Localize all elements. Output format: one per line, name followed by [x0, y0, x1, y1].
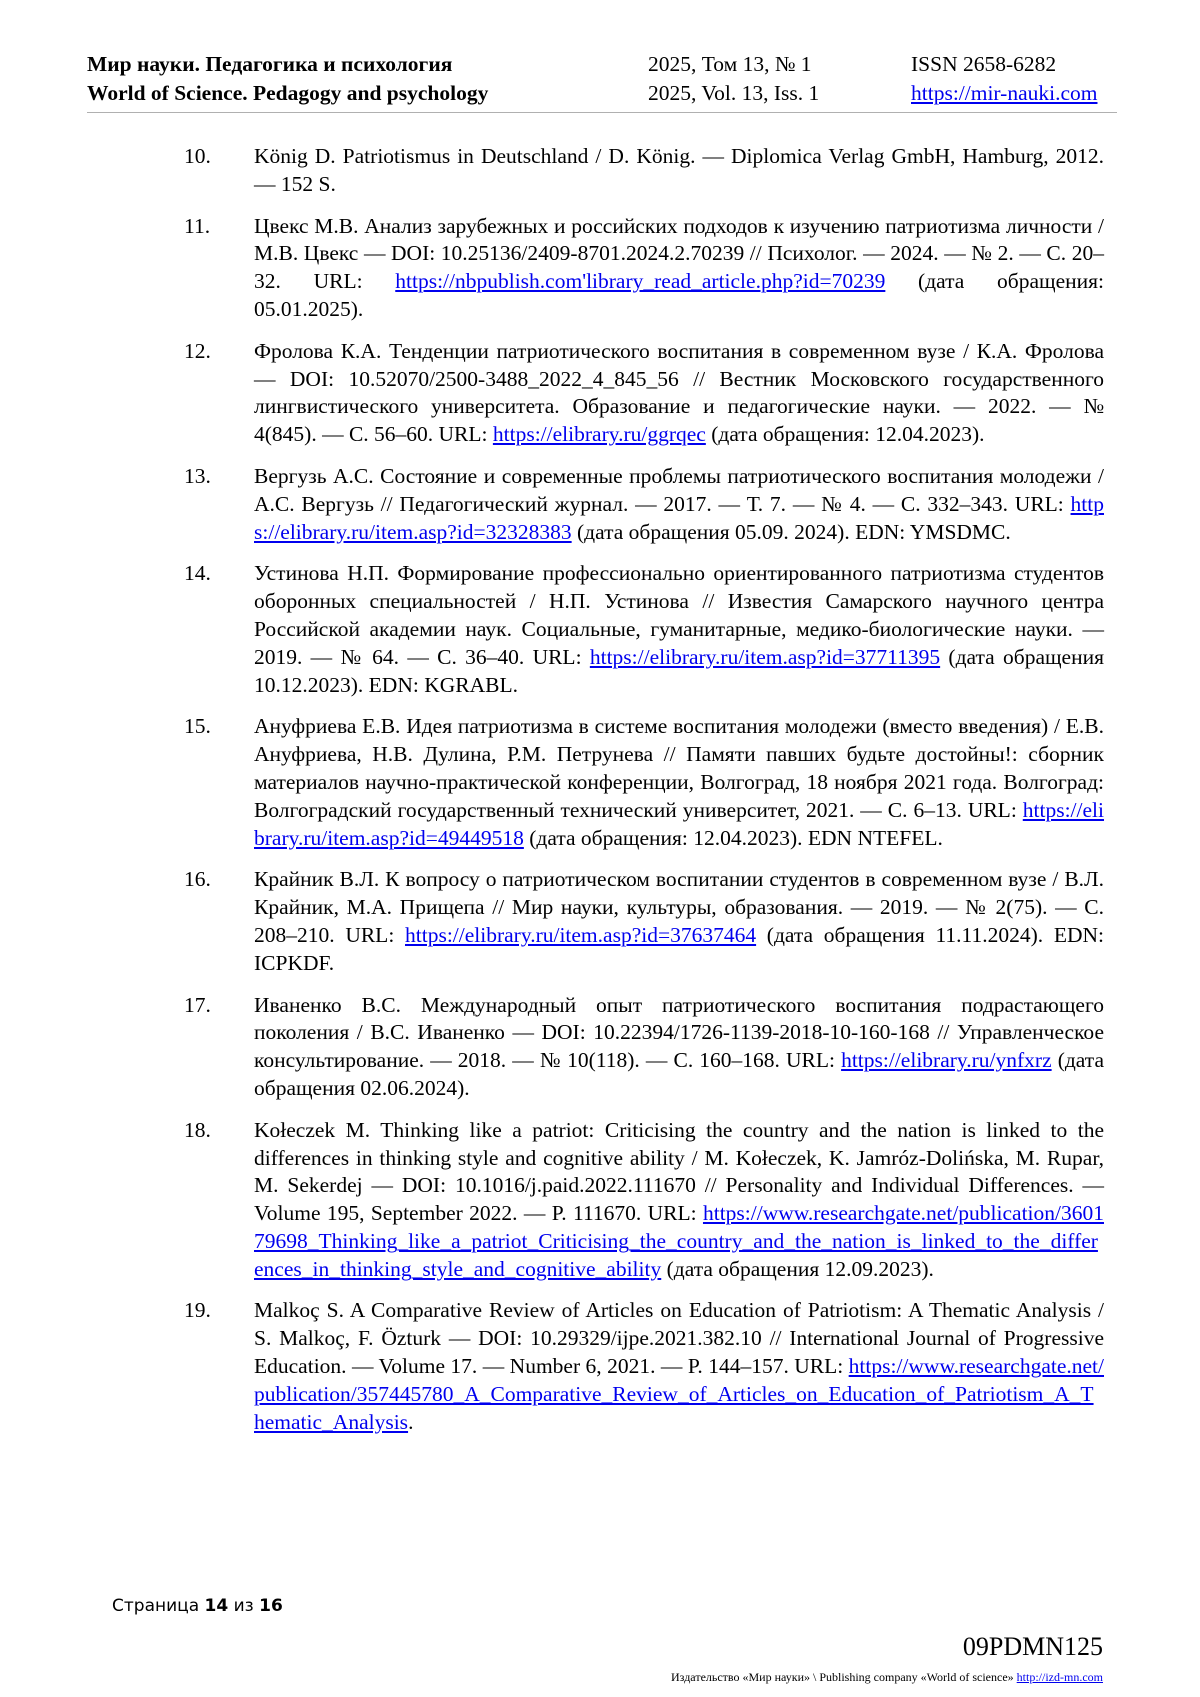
issue-ru: 2025, Том 13, № 1 [648, 52, 812, 76]
reference-item [184, 1117, 1104, 1284]
reference-item [184, 143, 1104, 199]
reference-text [254, 338, 1104, 449]
reference-body: Фролова К.А. Тенденции патриотического воспитания в современном вузе / К.А. Фролова — DOI: 10.52070/2500-3488_2022_4_845_56 // Вестник Московского государственного лингвистического университета. Образование и педагогические науки. — 2022. — № 4(845). — С. 56–60. URL: [254, 338, 1104, 447]
reference-number: 12. [184, 338, 211, 363]
page-label: Страница [112, 1596, 200, 1616]
reference-link[interactable]: https://elibrary.ru/item.asp?id=32328383 [254, 491, 1104, 544]
header-divider [87, 112, 1117, 113]
reference-number: 17. [184, 992, 211, 1017]
reference-tail: (дата обращения: 12.04.2023). [705, 422, 985, 447]
reference-link[interactable]: https://elibrary.ru/ggrqec [492, 422, 706, 447]
reference-body: Крайник В.Л. К вопросу о патриотическом воспитании студентов в современном вузе / В.Л. Крайник, М.А. Прищепа // Мир науки, культуры, образования. — 2019. — № 2(75). — С. 208–210. URL: [254, 867, 1104, 947]
reference-text [254, 213, 1104, 324]
reference-link[interactable]: https://www.researchgate.net/publication/360179698_Thinking_like_a_patriot_Criticising_the_country_and_the_nation_is_linked_to_the_differences_in_thinking_style_and_cognitive_ability [254, 1201, 1104, 1281]
reference-text [254, 713, 1104, 852]
reference-item [184, 713, 1104, 852]
reference-item [184, 463, 1104, 546]
reference-text [254, 866, 1104, 977]
journal-title [87, 50, 488, 108]
reference-link[interactable]: https://elibrary.ru/item.asp?id=37711395 [589, 644, 941, 669]
reference-number: 19. [184, 1298, 211, 1323]
reference-text [254, 463, 1104, 546]
page-current: 14 [204, 1596, 229, 1616]
reference-number: 10. [184, 144, 211, 168]
reference-tail: (дата обращения 12.09.2023). [661, 1256, 934, 1281]
reference-item [184, 992, 1104, 1103]
reference-body: Устинова Н.П. Формирование профессионально ориентированного патриотизма студентов оборонных специальностей / Н.П. Устинова // Известия Самарского научного центра Российской академии наук. Социальные, гуманитарные, медико-биологические науки. — 2019. — № 64. — С. 36–40. URL: [254, 561, 1104, 669]
publisher-link[interactable]: http://izd-mn.com [1016, 1670, 1103, 1684]
reference-body: Цвекс М.В. Анализ зарубежных и российских подходов к изучению патриотизма личности / М.В. Цвекс — DOI: 10.25136/2409-8701.2024.2.70239 // Психолог. — 2024. — № 2. — С. 20–32. URL: [254, 213, 1104, 294]
reference-item [184, 560, 1104, 699]
reference-body: Иваненко В.С. Международный опыт патриотического воспитания подрастающего поколения / В.С. Иваненко — DOI: 10.22394/1726-1139-2018-10-160-168 // Управленческое консультирование. — 2018. — № 10(118). — С. 160–168. URL: [254, 992, 1104, 1073]
reference-body: Malkoç S. A Comparative Review of Articles on Education of Patriotism: A Thematic Analysis / S. Malkoç, F. Özturk — DOI: 10.29329/ijpe.2021.382.10 // International Journal of Progressive Education. — Volume 17. — Number 6, 2021. — P. 144–157. URL: [254, 1298, 1104, 1379]
journal-title-en: World of Science. Pedagogy and psychology [87, 81, 489, 105]
page-counter [112, 1596, 283, 1616]
reference-body: Kołeczek M. Thinking like a patriot: Criticising the country and the nation is linked to the differences in thinking style and cognitive ability / M. Kołeczek, K. Jamróz-Dolińska, M. Rupar, M. Sekerdej — DOI: 10.1016/j.paid.2022.111670 // Personality and Individual Differences. — Volume 195, September 2022. — P. 111670. URL: [254, 1117, 1104, 1226]
reference-item [184, 213, 1104, 324]
reference-number: 16. [184, 867, 211, 892]
reference-link[interactable]: https://elibrary.ru/item.asp?id=37637464 [405, 922, 757, 947]
issue-en: 2025, Vol. 13, Iss. 1 [648, 81, 820, 105]
reference-link[interactable]: https://www.researchgate.net/publication/357445780_A_Comparative_Review_of_Articles_on_Education_of_Patriotism_A_Thematic_Analysis [254, 1354, 1104, 1434]
reference-item [184, 1297, 1104, 1436]
issn: ISSN 2658-6282 [911, 52, 1057, 76]
reference-link[interactable]: https://nbpublish.com'library_read_article.php?id=70239 [395, 269, 886, 294]
page-total: 16 [259, 1596, 283, 1616]
reference-body: Вергузь А.С. Состояние и современные проблемы патриотического воспитания молодежи / А.С. Вергузь // Педагогический журнал. — 2017. — Т. 7. — № 4. — С. 332–343. URL: [254, 463, 1104, 516]
reference-tail: (дата обращения: 05.01.2025). [254, 269, 1104, 321]
reference-text [254, 1297, 1104, 1436]
reference-number: 14. [184, 561, 211, 586]
reference-item [184, 866, 1104, 977]
journal-title-ru: Мир науки. Педагогика и психология [87, 52, 453, 76]
reference-text [254, 560, 1104, 699]
reference-tail: (дата обращения 02.06.2024). [254, 1048, 1104, 1100]
reference-body: Ануфриева Е.В. Идея патриотизма в системе воспитания молодежи (вместо введения) / Е.В. Ануфриева, Н.В. Дулина, Р.М. Петрунева // Памяти павших будьте достойны!: сборник материалов научно-практической конференции, Волгоград, 18 ноября 2021 года. Волгоград: Волгоградский государственный технический университет, 2021. — С. 6–13. URL: [254, 714, 1104, 822]
reference-number: 15. [184, 714, 211, 739]
reference-tail: (дата обращения 10.12.2023). EDN: KGRABL. [254, 644, 1104, 697]
reference-link[interactable]: https://elibrary.ru/ynfxrz [841, 1048, 1052, 1073]
reference-tail: (дата обращения 05.09. 2024). EDN: YMSDMC. [571, 519, 1011, 544]
page-header [87, 50, 1117, 110]
reference-link[interactable]: https://elibrary.ru/item.asp?id=49449518 [254, 797, 1104, 850]
reference-text [254, 1117, 1104, 1284]
reference-item [184, 338, 1104, 449]
reference-tail: (дата обращения 11.11.2024). EDN: ICPKDF. [254, 922, 1104, 975]
reference-number: 13. [184, 463, 211, 488]
reference-body: König D. Patriotismus in Deutschland / D. König. — Diplomica Verlag GmbH, Hamburg, 2012. — 152 S. [254, 144, 1104, 196]
journal-identifiers [911, 50, 1097, 108]
journal-issue [648, 50, 819, 108]
reference-text [254, 992, 1104, 1103]
reference-tail: . [408, 1409, 414, 1434]
reference-tail: (дата обращения: 12.04.2023). EDN NTEFEL. [523, 825, 943, 850]
reference-number: 18. [184, 1117, 211, 1142]
journal-site-link[interactable]: https://mir-nauki.com [911, 81, 1098, 105]
reference-text [254, 143, 1104, 199]
page-separator: из [233, 1596, 254, 1616]
publisher-text: Издательство «Мир науки» \ Publishing company «World of science» [671, 1670, 1014, 1684]
publisher-line [671, 1670, 1103, 1685]
reference-number: 11. [184, 213, 211, 238]
article-code: 09PDMN125 [962, 1632, 1103, 1661]
reference-list [184, 143, 1104, 1450]
